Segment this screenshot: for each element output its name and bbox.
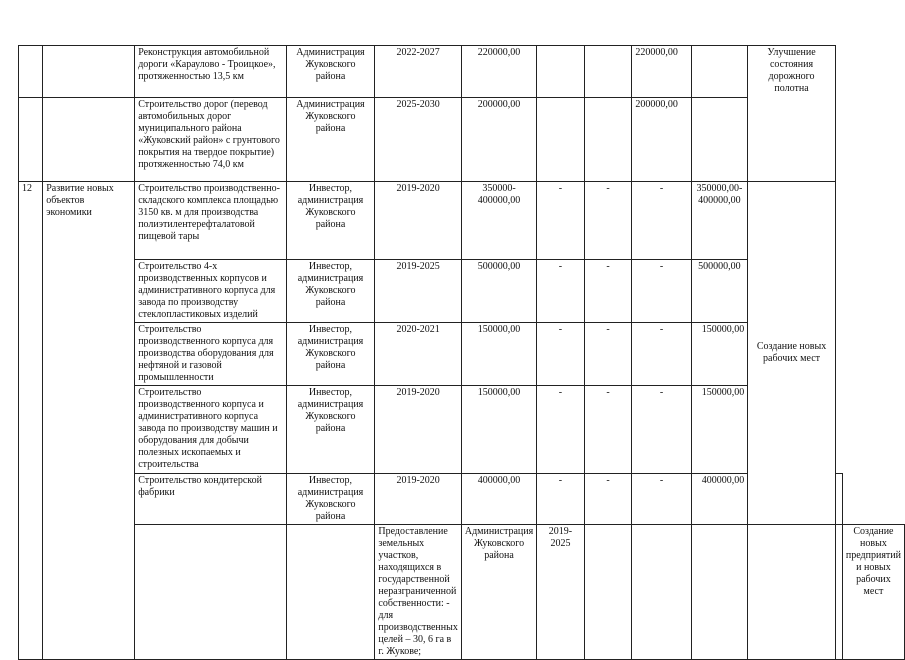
measure-name: Строительство 4-х производственных корпусов и административного корпуса для завода по производству стеклопластиковых изделий <box>135 260 286 323</box>
amount-col-3: 200000,00 <box>632 98 691 182</box>
amount-col-2: - <box>584 386 632 474</box>
amount-col-2 <box>584 46 632 98</box>
total-amount: 400000,00 <box>461 474 536 525</box>
total-amount: 150000,00 <box>461 323 536 386</box>
expected-result <box>748 182 836 525</box>
amount-col-3: - <box>632 260 691 323</box>
total-amount <box>584 525 632 660</box>
amount-col-4 <box>691 46 748 98</box>
measure-name: Строительство кондитерской фабрики <box>135 474 286 525</box>
amount-col-2 <box>584 98 632 182</box>
period: 2025-2030 <box>375 98 461 182</box>
amount-col-4 <box>835 525 842 660</box>
period: 2019-2025 <box>375 260 461 323</box>
executor: Инвестор, администрация Жуковского района <box>286 474 375 525</box>
plan-table <box>18 45 905 660</box>
measure-name: Реконструкция автомобильной дороги «Караулово - Троицкое», протяженностью 13,5 км <box>135 46 286 98</box>
measure-name: Строительство производственно-складского комплекса площадью 3150 кв. м для производства полиэтилентерефталатовой пищевой тары <box>135 182 286 260</box>
executor: Инвестор, администрация Жуковского района <box>286 323 375 386</box>
amount-col-4 <box>691 98 748 182</box>
amount-col-4: 150000,00 <box>691 386 748 474</box>
amount-col-4: 500000,00 <box>691 260 748 323</box>
amount-col-2: - <box>584 323 632 386</box>
executor: Инвестор, администрация Жуковского района <box>286 386 375 474</box>
row-number: 12 <box>19 182 43 660</box>
amount-col-3 <box>748 525 836 660</box>
amount-col-2 <box>691 525 748 660</box>
amount-col-1: - <box>537 260 584 323</box>
expected-result-text: Создание новых рабочих мест <box>756 341 827 364</box>
executor: Инвестор, администрация Жуковского района <box>286 260 375 323</box>
table-row <box>19 182 905 260</box>
area-cell: Развитие новых объектов экономики <box>43 182 135 660</box>
row-number <box>19 46 43 98</box>
measure-name: Строительство производственного корпуса для производства оборудования для нефтяной и газовой промышленности <box>135 323 286 386</box>
area-cell <box>286 525 375 660</box>
amount-col-1 <box>537 46 584 98</box>
area-cell <box>43 46 135 98</box>
amount-col-3: - <box>632 474 691 525</box>
executor: Администрация Жуковского района <box>286 46 375 98</box>
amount-col-3: 220000,00 <box>632 46 691 98</box>
total-amount: 220000,00 <box>461 46 536 98</box>
expected-result <box>835 474 842 525</box>
amount-col-1: - <box>537 182 584 260</box>
amount-col-3: - <box>632 182 691 260</box>
amount-col-4: 400000,00 <box>691 474 748 525</box>
amount-col-2: - <box>584 182 632 260</box>
table-row <box>19 46 905 98</box>
period: 2019-2025 <box>537 525 584 660</box>
amount-col-1: - <box>537 474 584 525</box>
period: 2020-2021 <box>375 323 461 386</box>
amount-col-1: - <box>537 386 584 474</box>
measure-name: Предоставление земельных участков, находящихся в государственной неразграниченной собственности: - для производственных целей – 30, 6 га в г. Жукове; <box>375 525 461 660</box>
amount-col-2: - <box>584 260 632 323</box>
period: 2019-2020 <box>375 182 461 260</box>
amount-col-1 <box>632 525 691 660</box>
table-row <box>19 525 905 660</box>
period: 2022-2027 <box>375 46 461 98</box>
amount-col-4: 350000,00-400000,00 <box>691 182 748 260</box>
row-number <box>19 98 43 182</box>
measure-name: Строительство производственного корпуса и административного корпуса завода по производству машин и оборудования для добычи полезных ископаемых и строительства <box>135 386 286 474</box>
row-number <box>135 525 286 660</box>
expected-result: Создание новых предприятий и новых рабочих мест <box>842 525 904 660</box>
area-cell <box>43 98 135 182</box>
executor: Администрация Жуковского района <box>286 98 375 182</box>
total-amount: 350000-400000,00 <box>461 182 536 260</box>
total-amount: 150000,00 <box>461 386 536 474</box>
executor: Администрация Жуковского района <box>461 525 536 660</box>
total-amount: 500000,00 <box>461 260 536 323</box>
executor: Инвестор, администрация Жуковского района <box>286 182 375 260</box>
amount-col-2: - <box>584 474 632 525</box>
period: 2019-2020 <box>375 474 461 525</box>
amount-col-4: 150000,00 <box>691 323 748 386</box>
amount-col-3: - <box>632 323 691 386</box>
amount-col-3: - <box>632 386 691 474</box>
expected-result: Улучшение состояния дорожного полотна <box>748 46 836 182</box>
total-amount: 200000,00 <box>461 98 536 182</box>
amount-col-1: - <box>537 323 584 386</box>
amount-col-1 <box>537 98 584 182</box>
period: 2019-2020 <box>375 386 461 474</box>
measure-name: Строительство дорог (перевод автомобильных дорог муниципального района «Жуковский район» с грунтового покрытия на твердое покрытие) протяженностью 74,0 км <box>135 98 286 182</box>
